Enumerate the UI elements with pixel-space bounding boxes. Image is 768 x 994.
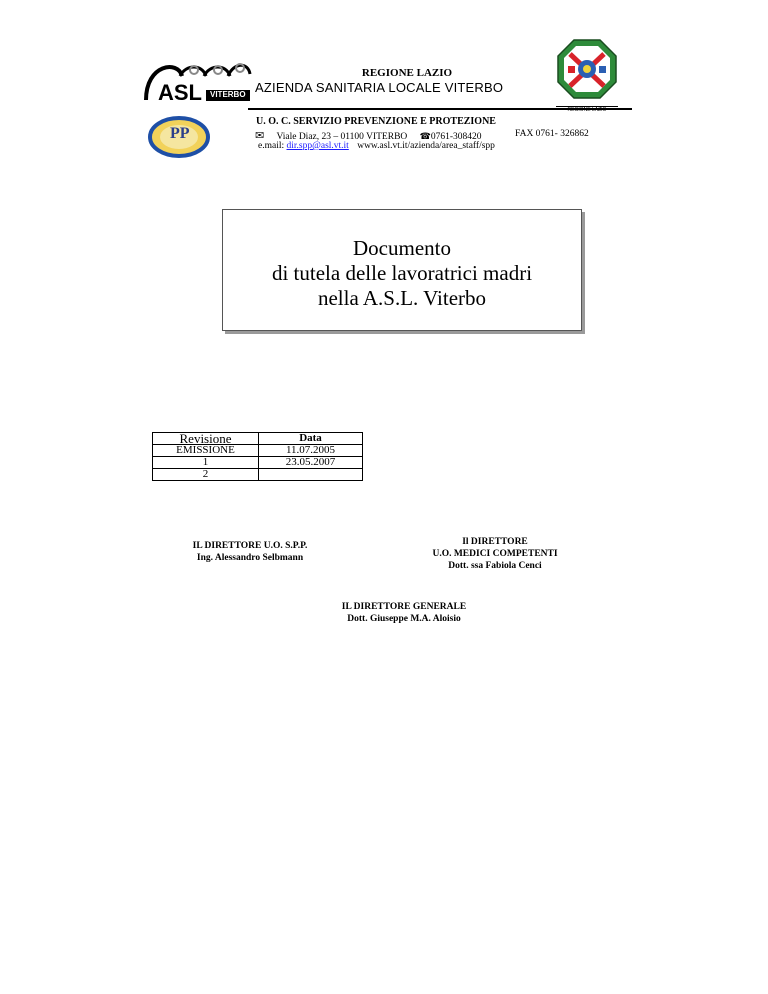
- azienda-heading: AZIENDA SANITARIA LOCALE VITERBO: [255, 80, 504, 95]
- header-divider: [248, 108, 632, 110]
- signature-general: [304, 601, 504, 625]
- table-header-row: [153, 433, 363, 445]
- header-data: Data: [259, 433, 363, 445]
- date-cell: [259, 469, 363, 481]
- document-title-box: [222, 209, 582, 331]
- signature-left: [160, 540, 340, 564]
- sig-right-name: Dott. ssa Fabiola Cenci: [448, 561, 542, 571]
- address-text: Viale Diaz, 23 – 01100 VITERBO: [276, 132, 408, 142]
- table-row: [153, 457, 363, 469]
- header-revisione: Revisione: [153, 433, 259, 445]
- signature-right: [400, 536, 590, 572]
- fax-text: FAX 0761- 326862: [515, 129, 589, 139]
- sig-general-name: Dott. Giuseppe M.A. Aloisio: [347, 614, 461, 624]
- date-cell: 11.07.2005: [259, 445, 363, 457]
- emblem-caption: REGIONE LAZIO: [556, 106, 618, 113]
- table-row: [153, 469, 363, 481]
- department-name: U. O. C. SERVIZIO PREVENZIONE E PROTEZIONE: [256, 116, 496, 127]
- asl-viterbo-logo: [140, 56, 252, 104]
- seal-letters: PP: [170, 125, 190, 142]
- sig-left-role: IL DIRETTORE U.O. S.P.P.: [192, 541, 308, 551]
- logo-asl-text: ASL: [158, 80, 202, 105]
- title-line-1: Documento: [353, 236, 451, 260]
- title-line-3: nella A.S.L. Viterbo: [317, 286, 487, 310]
- date-cell: 23.05.2007: [259, 457, 363, 469]
- phone-text: 0761-308420: [430, 132, 482, 142]
- title-line-2: di tutela delle lavoratrici madri: [271, 261, 533, 285]
- logo-viterbo-text: VITERBO: [210, 90, 246, 99]
- sig-right-role1: Il DIRETTORE: [462, 537, 528, 547]
- email-label: e.mail:: [258, 141, 287, 151]
- website-text: www.asl.vt.it/azienda/area_staff/spp: [357, 141, 495, 151]
- sig-right-role2: U.O. MEDICI COMPETENTI: [432, 549, 558, 559]
- envelope-icon: ✉: [255, 130, 265, 142]
- revision-cell: EMISSIONE: [153, 445, 259, 457]
- sig-general-role: IL DIRETTORE GENERALE: [341, 602, 467, 612]
- region-heading: REGIONE LAZIO: [361, 67, 453, 79]
- revision-cell: 1: [153, 457, 259, 469]
- revision-cell: 2: [153, 469, 259, 481]
- phone-icon: ☎: [419, 131, 431, 141]
- table-row: [153, 445, 363, 457]
- contact-row: [258, 141, 495, 151]
- regione-lazio-emblem: [556, 38, 618, 113]
- email-link[interactable]: dir.spp@asl.vt.it: [286, 141, 349, 151]
- spp-seal-logo: [148, 116, 210, 158]
- sig-left-name: Ing. Alessandro Selbmann: [196, 553, 304, 563]
- revision-table: [152, 432, 363, 481]
